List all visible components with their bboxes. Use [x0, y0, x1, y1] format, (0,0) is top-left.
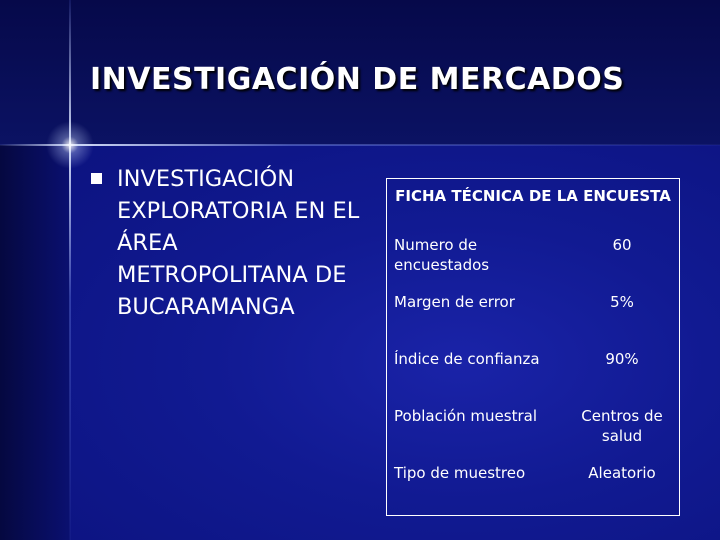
bullet-text: INVESTIGACIÓN EXPLORATORIA EN EL ÁREA METROPOLITANA DE BUCARAMANGA	[117, 166, 360, 320]
slide-title: INVESTIGACIÓN DE MERCADOS	[90, 62, 625, 97]
row-label-error-margin: Margen de error	[394, 293, 515, 311]
decorative-glow	[46, 121, 94, 169]
row-value-error-margin: 5%	[610, 293, 634, 311]
row-value-confidence: 90%	[605, 350, 639, 368]
row-label-confidence: Índice de confianza	[394, 350, 540, 368]
row-value-respondents: 60	[612, 236, 632, 254]
left-band-background	[0, 145, 70, 540]
row-value-sampling-type: Aleatorio	[588, 464, 656, 482]
row-label-sample-population: Población muestral	[394, 407, 538, 425]
decorative-vertical-line	[69, 0, 71, 540]
row-value-sample-population: Centros de salud	[581, 407, 663, 445]
square-bullet-icon	[91, 173, 102, 184]
technical-sheet-header: FICHA TÉCNICA DE LA ENCUESTA	[395, 187, 671, 205]
row-label-sampling-type: Tipo de muestreo	[394, 464, 526, 482]
decorative-horizontal-line	[0, 144, 720, 146]
row-label-respondents: Numero de encuestados	[394, 236, 490, 274]
